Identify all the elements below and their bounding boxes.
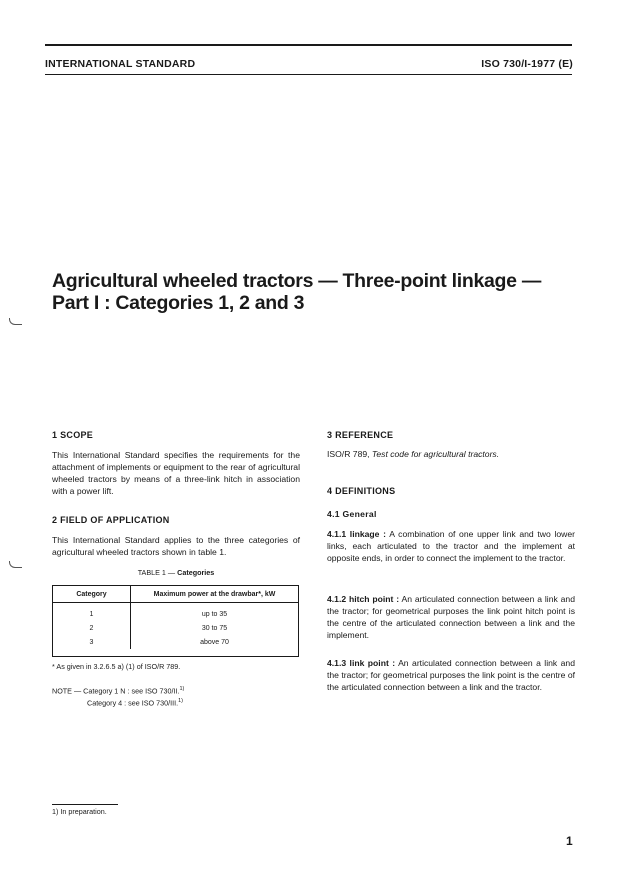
table-row	[53, 621, 298, 635]
table-caption-prefix: TABLE 1 —	[137, 568, 178, 577]
definition-linkage	[327, 528, 575, 564]
table-cell-power: up to 35	[201, 610, 228, 618]
note-line-1-text: NOTE — Category 1 N : see ISO 730/II.	[52, 686, 180, 696]
note-line-2-sup: 1)	[178, 698, 183, 705]
table-cell-power: 30 to 75	[201, 624, 228, 632]
reference-heading: 3 REFERENCE	[327, 430, 394, 440]
table-col-power: Maximum power at the drawbar*, kW	[131, 586, 299, 603]
table-cell-category: 2	[53, 621, 131, 635]
footnote-text: 1) In preparation.	[52, 807, 107, 816]
document-title	[52, 270, 552, 314]
title-line-2: Part I : Categories 1, 2 and 3	[52, 292, 305, 314]
table-cell-category: 1	[53, 603, 131, 622]
categories-table	[53, 586, 298, 649]
header-bottom-rule	[45, 74, 572, 75]
definitions-general: 4.1 General	[327, 509, 377, 519]
table-footnote: * As given in 3.2.6.5 a) (1) of ISO/R 789.	[52, 662, 181, 671]
definition-hitch-point	[327, 593, 575, 641]
header-right: ISO 730/I-1977 (E)	[481, 58, 573, 70]
reference-title: Test code for agricultural tractors.	[371, 449, 500, 459]
definition-term: 4.1.1 linkage :	[327, 529, 386, 539]
definition-term: 4.1.3 link point :	[327, 658, 396, 668]
header-top-rule	[45, 44, 572, 46]
definition-link-point	[327, 657, 575, 693]
definition-text: An articulated connection between a link and the tractor; for geometrical purposes the link point is the centre of the articulated connection between a link and the tractor.	[327, 658, 575, 692]
table-col-category: Category	[53, 586, 131, 603]
definition-text: An articulated connection between a link and the tractor; for geometrical purposes the link point hitch point is the centre of the articulated connection between a link and the implement.	[327, 594, 575, 640]
categories-table-frame	[52, 585, 299, 657]
scope-text: This International Standard specifies the requirements for the attachment of implements or equipment to the rear of agricultural wheeled tractors by means of a three-link hitch in association with a power lift.	[52, 450, 300, 496]
table-row	[53, 635, 298, 649]
reference-prefix: ISO/R 789,	[327, 449, 372, 459]
margin-mark-2	[9, 561, 22, 568]
scope-heading: 1 SCOPE	[52, 430, 94, 440]
footnote-rule	[52, 804, 118, 805]
definitions-heading: 4 DEFINITIONS	[327, 486, 396, 496]
table-caption-bold: Categories	[177, 568, 215, 577]
table-row	[53, 603, 298, 622]
table-cell-category: 3	[53, 635, 131, 649]
title-line-1: Agricultural wheeled tractors — Three-point linkage —	[52, 270, 542, 292]
note-line-1	[52, 684, 184, 696]
page-number: 1	[566, 834, 573, 848]
table-caption	[52, 568, 300, 578]
note-line-1-sup: 1)	[179, 686, 185, 692]
header-left: INTERNATIONAL STANDARD	[45, 58, 196, 70]
note	[52, 684, 184, 709]
note-line-2	[52, 696, 184, 708]
note-line-2-text: Category 4 : see ISO 730/III.	[87, 698, 179, 708]
margin-mark-1	[9, 318, 22, 325]
reference-text	[327, 448, 575, 460]
table-header-row	[53, 586, 298, 603]
definition-term: 4.1.2 hitch point :	[327, 594, 400, 604]
field-heading: 2 FIELD OF APPLICATION	[52, 515, 170, 525]
field-text: This International Standard applies to the three categories of agricultural wheeled tractors shown in table 1.	[52, 535, 300, 557]
definition-text: A combination of one upper link and two lower links, each articulated to the tractor and the implement at opposite ends, in order to connect the implement to the tractor.	[327, 529, 575, 563]
table-cell-power: above 70	[200, 638, 229, 646]
